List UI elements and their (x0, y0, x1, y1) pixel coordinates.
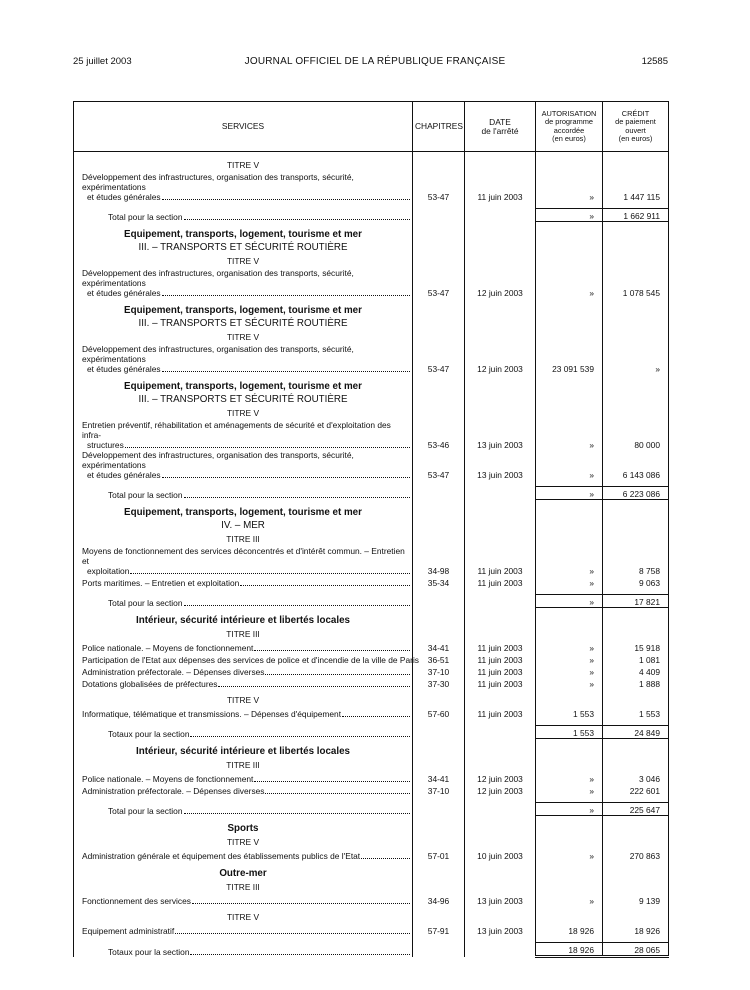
col-chapitres: CHAPITRES (413, 102, 465, 152)
table-row: Développement des infrastructures, organisation des transports, sécurité, expérimentations et études générales 53-47 12 juin 2003 23 091 539 » (74, 344, 669, 374)
col-date: DATE de l'arrêté (465, 102, 536, 152)
table-row: Police nationale. – Moyens de fonctionnement 34-41 12 juin 2003 » 3 046 (74, 772, 669, 784)
col-services: SERVICES (74, 102, 413, 152)
table-row: Entretien préventif, réhabilitation et aménagements de sécurité et d'exploitation des infra- structures 53-46 13 juin 2003 » 80 000 (74, 420, 669, 450)
section-heading: TITRE V (74, 906, 669, 924)
col-autorisation: AUTORISATION de programme accordée (en euros) (536, 102, 603, 152)
ministry-heading: Equipement, transports, logement, tourisme et mer IV. – MER TITRE III (74, 506, 669, 546)
total-row: Total pour la section » 17 821 (74, 595, 669, 608)
ministry-heading: Sports TITRE V (74, 822, 669, 849)
ministry-heading: Outre-mer TITRE III (74, 867, 669, 894)
ministry-heading: Intérieur, sécurité intérieure et libertés locales TITRE III (74, 745, 669, 772)
total-row: Total pour la section » 1 662 911 (74, 209, 669, 222)
ministry-heading: Equipement, transports, logement, tourisme et mer III. – TRANSPORTS ET SÉCURITÉ ROUTIÈRE TITRE V (74, 380, 669, 420)
table-row: Informatique, télématique et transmissions. – Dépenses d'équipement 57-60 11 juin 2003 1 553 1 553 (74, 707, 669, 719)
table-row: Police nationale. – Moyens de fonctionnement 34-41 11 juin 2003 » 15 918 (74, 641, 669, 653)
journal-title: JOURNAL OFFICIEL DE LA RÉPUBLIQUE FRANÇAISE (244, 56, 506, 67)
table-row: Administration générale et équipement des établissements publics de l'Etat 57-01 10 juin 2003 » 270 863 (74, 849, 669, 861)
table-row: Développement des infrastructures, organisation des transports, sécurité, expérimentations et études générales 53-47 13 juin 2003 » 6 143 086 (74, 450, 669, 480)
ministry-heading: Equipement, transports, logement, tourisme et mer III. – TRANSPORTS ET SÉCURITÉ ROUTIÈRE TITRE V (74, 228, 669, 268)
total-row: Total pour la section » 6 223 086 (74, 487, 669, 500)
total-row: Totaux pour la section 18 926 28 065 (74, 943, 669, 957)
table-row: Développement des infrastructures, organisation des transports, sécurité, expérimentations et études générales 53-47 11 juin 2003 » 1 447 115 (74, 172, 669, 202)
credits-table (73, 101, 669, 958)
table-row: Participation de l'Etat aux dépenses des services de police et d'incendie de la ville de Paris 36-51 11 juin 2003 » 1 081 (74, 653, 669, 665)
table-row: Administration préfectorale. – Dépenses diverses 37-10 12 juin 2003 » 222 601 (74, 784, 669, 796)
total-row: Totaux pour la section 1 553 24 849 (74, 726, 669, 739)
table-header-row (74, 102, 669, 152)
ministry-heading: Intérieur, sécurité intérieure et libertés locales TITRE III (74, 614, 669, 641)
table-row: Fonctionnement des services 34-96 13 juin 2003 » 9 139 (74, 894, 669, 906)
table-row: Dotations globalisées de préfectures 37-30 11 juin 2003 » 1 888 (74, 677, 669, 689)
col-credit: CRÉDIT de paiement ouvert (en euros) (603, 102, 669, 152)
table-row: Administration préfectorale. – Dépenses diverses 37-10 11 juin 2003 » 4 409 (74, 665, 669, 677)
total-row: Total pour la section » 225 647 (74, 803, 669, 816)
section-heading: TITRE V (74, 689, 669, 707)
table-row: Moyens de fonctionnement des services déconcentrés et d'intérêt commun. – Entretien et exploitation 34-98 11 juin 2003 » 8 758 (74, 546, 669, 576)
table-row: Développement des infrastructures, organisation des transports, sécurité, expérimentations et études générales 53-47 12 juin 2003 » 1 078 545 (74, 268, 669, 298)
ministry-heading: Equipement, transports, logement, tourisme et mer III. – TRANSPORTS ET SÉCURITÉ ROUTIÈRE TITRE V (74, 304, 669, 344)
section-heading: TITRE V (74, 158, 669, 172)
page-date: 25 juillet 2003 (73, 56, 132, 67)
table-row: Equipement administratif 57-91 13 juin 2003 18 926 18 926 (74, 924, 669, 936)
table-row: Ports maritimes. – Entretien et exploitation 35-34 11 juin 2003 » 9 063 (74, 576, 669, 588)
page-number: 12585 (641, 56, 668, 67)
